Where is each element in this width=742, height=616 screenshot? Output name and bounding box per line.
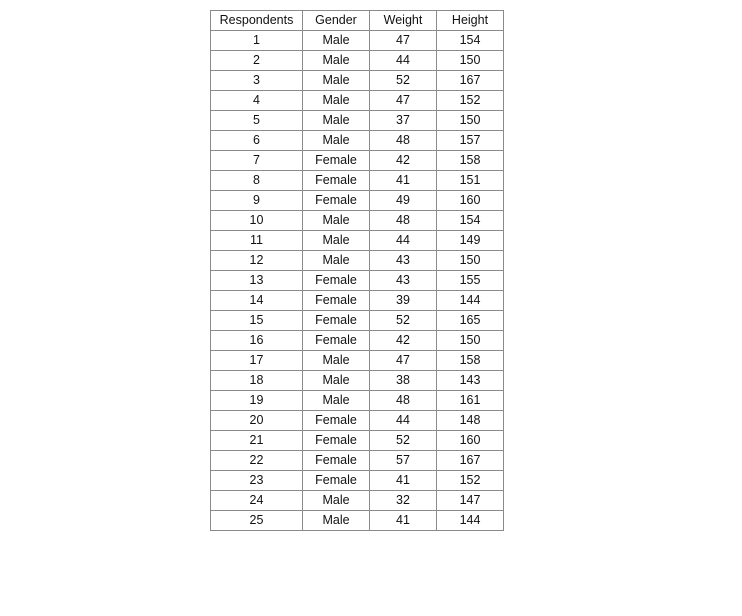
cell-height: 160 (437, 191, 504, 211)
cell-weight: 41 (370, 511, 437, 531)
cell-gender: Male (303, 131, 370, 151)
cell-weight: 42 (370, 151, 437, 171)
cell-respondent: 15 (211, 311, 303, 331)
cell-respondent: 20 (211, 411, 303, 431)
cell-respondent: 4 (211, 91, 303, 111)
cell-respondent: 5 (211, 111, 303, 131)
cell-gender: Female (303, 471, 370, 491)
table-row (211, 491, 504, 511)
table-row (211, 291, 504, 311)
table-row (211, 211, 504, 231)
cell-height: 154 (437, 211, 504, 231)
cell-gender: Male (303, 231, 370, 251)
cell-gender: Male (303, 211, 370, 231)
cell-height: 155 (437, 271, 504, 291)
cell-weight: 47 (370, 91, 437, 111)
cell-respondent: 12 (211, 251, 303, 271)
cell-height: 144 (437, 291, 504, 311)
cell-gender: Female (303, 171, 370, 191)
cell-height: 158 (437, 351, 504, 371)
cell-height: 148 (437, 411, 504, 431)
cell-height: 147 (437, 491, 504, 511)
cell-height: 150 (437, 331, 504, 351)
cell-weight: 44 (370, 51, 437, 71)
cell-height: 157 (437, 131, 504, 151)
cell-weight: 39 (370, 291, 437, 311)
cell-gender: Female (303, 411, 370, 431)
cell-gender: Male (303, 351, 370, 371)
table-row (211, 451, 504, 471)
cell-respondent: 21 (211, 431, 303, 451)
cell-weight: 38 (370, 371, 437, 391)
cell-height: 151 (437, 171, 504, 191)
cell-respondent: 23 (211, 471, 303, 491)
cell-height: 167 (437, 71, 504, 91)
cell-weight: 52 (370, 431, 437, 451)
cell-height: 150 (437, 251, 504, 271)
table-row (211, 51, 504, 71)
cell-weight: 48 (370, 391, 437, 411)
cell-gender: Female (303, 151, 370, 171)
cell-weight: 44 (370, 231, 437, 251)
cell-weight: 48 (370, 131, 437, 151)
cell-respondent: 13 (211, 271, 303, 291)
cell-gender: Male (303, 371, 370, 391)
table-row (211, 111, 504, 131)
table-row (211, 71, 504, 91)
cell-respondent: 24 (211, 491, 303, 511)
table-row (211, 391, 504, 411)
cell-weight: 47 (370, 351, 437, 371)
table-row (211, 331, 504, 351)
cell-respondent: 18 (211, 371, 303, 391)
cell-weight: 57 (370, 451, 437, 471)
cell-height: 152 (437, 471, 504, 491)
table-row (211, 511, 504, 531)
cell-respondent: 6 (211, 131, 303, 151)
table-body (211, 31, 504, 531)
cell-gender: Female (303, 291, 370, 311)
cell-gender: Female (303, 431, 370, 451)
cell-height: 143 (437, 371, 504, 391)
cell-height: 167 (437, 451, 504, 471)
cell-respondent: 8 (211, 171, 303, 191)
cell-gender: Male (303, 91, 370, 111)
cell-gender: Female (303, 451, 370, 471)
table-row (211, 191, 504, 211)
table-row (211, 91, 504, 111)
cell-gender: Female (303, 271, 370, 291)
header-height: Height (437, 11, 504, 31)
header-weight: Weight (370, 11, 437, 31)
cell-height: 149 (437, 231, 504, 251)
cell-weight: 52 (370, 311, 437, 331)
header-gender: Gender (303, 11, 370, 31)
table-row (211, 151, 504, 171)
cell-gender: Male (303, 111, 370, 131)
cell-weight: 52 (370, 71, 437, 91)
cell-weight: 42 (370, 331, 437, 351)
cell-height: 165 (437, 311, 504, 331)
cell-gender: Female (303, 191, 370, 211)
cell-weight: 32 (370, 491, 437, 511)
cell-height: 158 (437, 151, 504, 171)
cell-weight: 43 (370, 251, 437, 271)
cell-gender: Female (303, 311, 370, 331)
cell-respondent: 16 (211, 331, 303, 351)
cell-gender: Male (303, 511, 370, 531)
cell-respondent: 3 (211, 71, 303, 91)
cell-respondent: 1 (211, 31, 303, 51)
table-row (211, 371, 504, 391)
table-row (211, 171, 504, 191)
cell-weight: 41 (370, 471, 437, 491)
cell-gender: Female (303, 331, 370, 351)
table-row (211, 471, 504, 491)
cell-gender: Male (303, 491, 370, 511)
cell-respondent: 2 (211, 51, 303, 71)
cell-height: 161 (437, 391, 504, 411)
cell-height: 144 (437, 511, 504, 531)
cell-respondent: 22 (211, 451, 303, 471)
cell-gender: Male (303, 31, 370, 51)
table-header-row (211, 11, 504, 31)
cell-respondent: 9 (211, 191, 303, 211)
respondents-table (210, 10, 504, 531)
table-row (211, 271, 504, 291)
table-row (211, 131, 504, 151)
cell-respondent: 11 (211, 231, 303, 251)
cell-weight: 41 (370, 171, 437, 191)
cell-weight: 37 (370, 111, 437, 131)
cell-weight: 43 (370, 271, 437, 291)
cell-weight: 48 (370, 211, 437, 231)
cell-gender: Male (303, 251, 370, 271)
cell-height: 150 (437, 111, 504, 131)
cell-height: 152 (437, 91, 504, 111)
header-respondents: Respondents (211, 11, 303, 31)
cell-respondent: 19 (211, 391, 303, 411)
table-row (211, 251, 504, 271)
cell-respondent: 7 (211, 151, 303, 171)
table-row (211, 431, 504, 451)
cell-weight: 49 (370, 191, 437, 211)
cell-gender: Male (303, 391, 370, 411)
cell-height: 150 (437, 51, 504, 71)
cell-height: 154 (437, 31, 504, 51)
cell-weight: 47 (370, 31, 437, 51)
cell-weight: 44 (370, 411, 437, 431)
cell-respondent: 25 (211, 511, 303, 531)
cell-respondent: 14 (211, 291, 303, 311)
table-row (211, 311, 504, 331)
cell-gender: Male (303, 71, 370, 91)
cell-height: 160 (437, 431, 504, 451)
cell-gender: Male (303, 51, 370, 71)
table-row (211, 31, 504, 51)
cell-respondent: 17 (211, 351, 303, 371)
table-row (211, 231, 504, 251)
cell-respondent: 10 (211, 211, 303, 231)
table-row (211, 411, 504, 431)
table-row (211, 351, 504, 371)
